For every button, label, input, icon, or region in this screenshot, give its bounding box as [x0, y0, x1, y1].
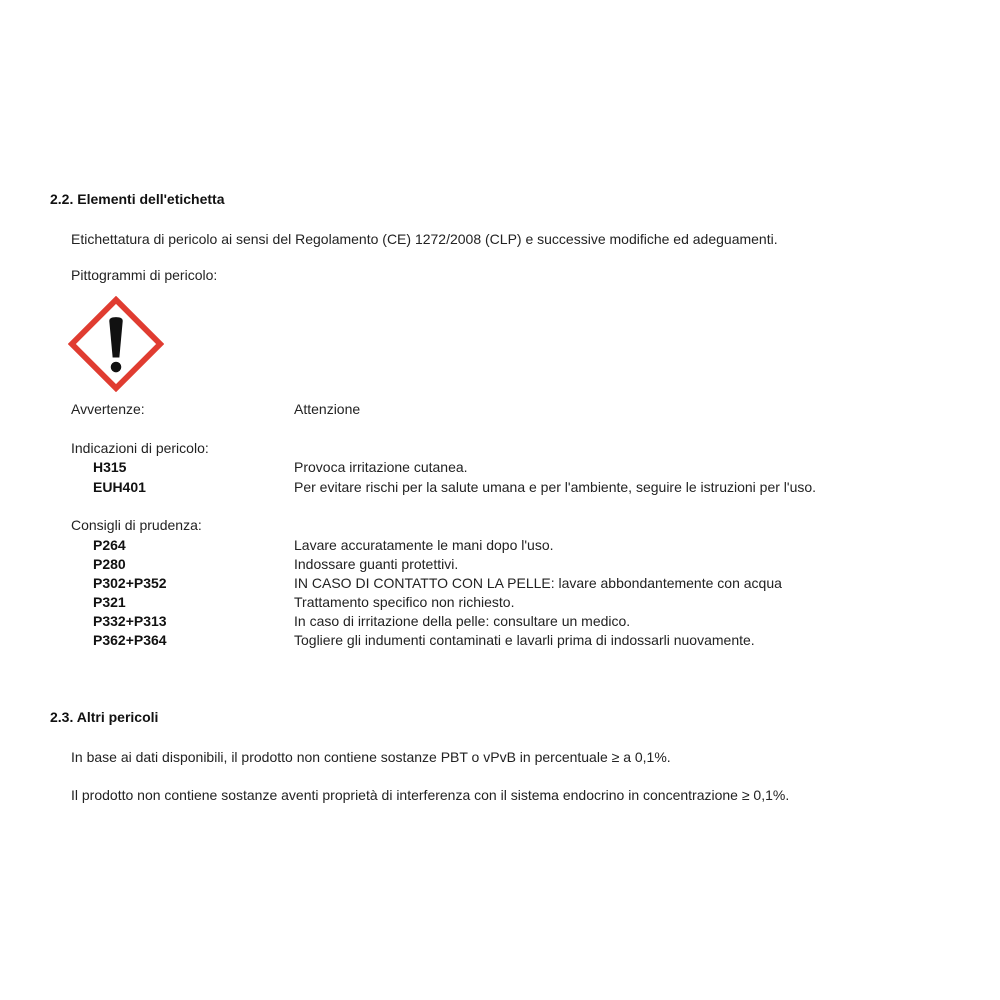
precautionary-code: P302+P352: [93, 575, 167, 591]
exclamation-mark-hazard-icon: [68, 296, 164, 392]
section-heading: 2.2. Elementi dell'etichetta: [50, 191, 225, 207]
precautionary-label: Consigli di prudenza:: [71, 517, 202, 533]
precautionary-code: P280: [93, 556, 126, 572]
precautionary-code: P321: [93, 594, 126, 610]
precautionary-text: Lavare accuratamente le mani dopo l'uso.: [294, 537, 554, 553]
precautionary-code: P362+P364: [93, 632, 167, 648]
precautionary-text: IN CASO DI CONTATTO CON LA PELLE: lavare abbondantemente con acqua: [294, 575, 782, 591]
precautionary-text: Indossare guanti protettivi.: [294, 556, 459, 572]
hazard-text: Provoca irritazione cutanea.: [294, 459, 468, 475]
other-hazards-paragraph: Il prodotto non contiene sostanze aventi proprietà di interferenza con il sistema endocrino in concentrazione ≥ 0,1%.: [71, 787, 790, 803]
hazard-code: EUH401: [93, 479, 146, 495]
hazard-statements-label: Indicazioni di pericolo:: [71, 440, 209, 456]
pictograms-label: Pittogrammi di pericolo:: [71, 267, 218, 283]
hazard-text: Per evitare rischi per la salute umana e per l'ambiente, seguire le istruzioni per l'uso.: [294, 479, 817, 495]
precautionary-text: Togliere gli indumenti contaminati e lavarli prima di indossarli nuovamente.: [294, 632, 755, 648]
signal-word-label: Avvertenze:: [71, 401, 145, 417]
labelling-intro: Etichettatura di pericolo ai sensi del Regolamento (CE) 1272/2008 (CLP) e successive modifiche ed adeguamenti.: [71, 231, 778, 247]
section-heading: 2.3. Altri pericoli: [50, 709, 159, 725]
hazard-code: H315: [93, 459, 127, 475]
precautionary-code: P332+P313: [93, 613, 167, 629]
signal-word: Attenzione: [294, 401, 361, 417]
precautionary-code: P264: [93, 537, 126, 553]
other-hazards-paragraph: In base ai dati disponibili, il prodotto non contiene sostanze PBT o vPvB in percentuale ≥ a 0,1%.: [71, 749, 671, 765]
precautionary-text: In caso di irritazione della pelle: consultare un medico.: [294, 613, 631, 629]
precautionary-text: Trattamento specifico non richiesto.: [294, 594, 515, 610]
exclamation-dot: [111, 362, 122, 373]
